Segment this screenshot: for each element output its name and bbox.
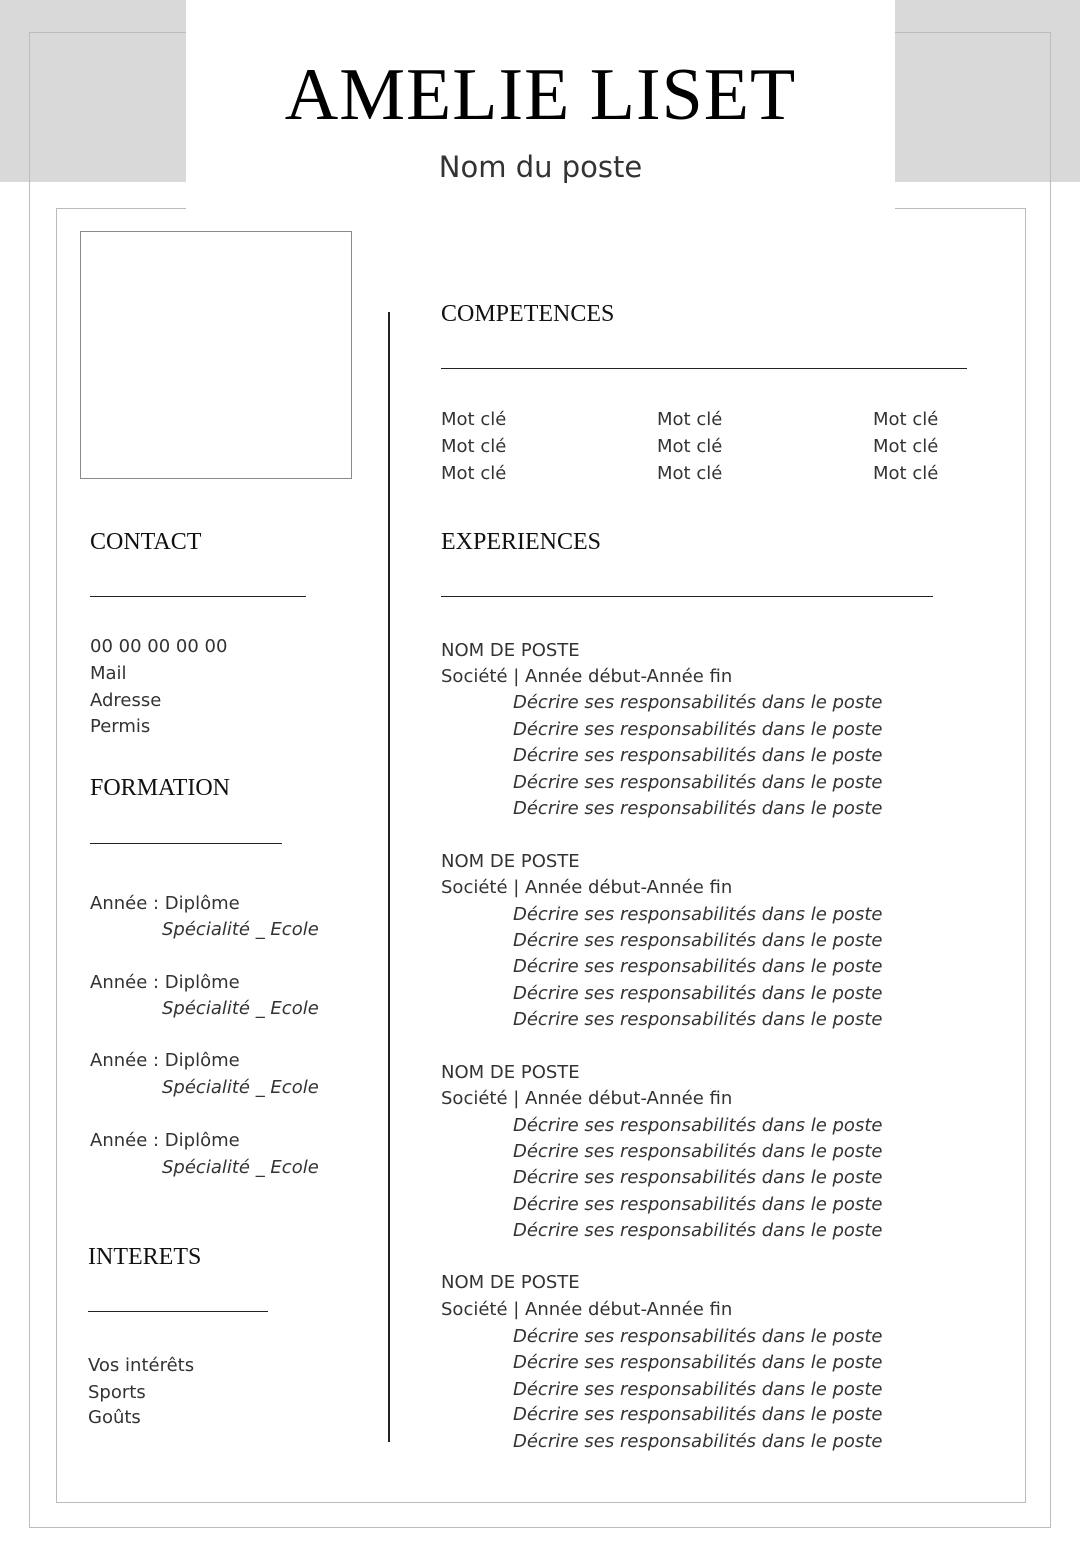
keyword: Mot clé [441, 409, 507, 430]
experience-position: NOM DE POSTE [441, 1062, 580, 1083]
formation-degree: Année : Diplôme [90, 1130, 240, 1151]
interets-rule [88, 1311, 268, 1312]
experience-duty: Décrire ses responsabilités dans le poste [513, 904, 883, 925]
contact-license: Permis [90, 716, 151, 737]
job-title: Nom du poste [438, 150, 643, 184]
candidate-name: AMELIE LISET [284, 54, 797, 136]
experience-duty: Décrire ses responsabilités dans le poste [513, 1115, 883, 1136]
interets-heading: INTERETS [88, 1244, 202, 1270]
experiences-heading: EXPERIENCES [441, 529, 602, 555]
contact-phone: 00 00 00 00 00 [90, 636, 228, 657]
interest-item: Vos intérêts [88, 1355, 195, 1376]
keyword: Mot clé [657, 436, 723, 457]
experience-duty: Décrire ses responsabilités dans le poste [513, 745, 883, 766]
column-divider [388, 312, 390, 1442]
keyword: Mot clé [873, 436, 939, 457]
competences-rule [441, 368, 967, 369]
formation-heading: FORMATION [90, 775, 231, 801]
experience-duty: Décrire ses responsabilités dans le poste [513, 1379, 883, 1400]
experience-position: NOM DE POSTE [441, 640, 580, 661]
formation-degree: Année : Diplôme [90, 1050, 240, 1071]
keyword: Mot clé [873, 463, 939, 484]
experience-company: Société | Année début-Année fin [441, 877, 733, 898]
formation-rule [90, 843, 282, 844]
formation-school: Spécialité _ Ecole [162, 998, 319, 1019]
experience-duty: Décrire ses responsabilités dans le poste [513, 1431, 883, 1452]
experience-duty: Décrire ses responsabilités dans le poste [513, 1404, 883, 1425]
experience-duty: Décrire ses responsabilités dans le poste [513, 1009, 883, 1030]
formation-degree: Année : Diplôme [90, 893, 240, 914]
experience-position: NOM DE POSTE [441, 1272, 580, 1293]
experience-company: Société | Année début-Année fin [441, 1299, 733, 1320]
experiences-rule [441, 596, 933, 597]
keyword: Mot clé [657, 463, 723, 484]
experience-duty: Décrire ses responsabilités dans le poste [513, 1194, 883, 1215]
contact-mail: Mail [90, 663, 127, 684]
experience-position: NOM DE POSTE [441, 851, 580, 872]
interest-item: Goûts [88, 1407, 141, 1428]
keyword: Mot clé [657, 409, 723, 430]
experience-duty: Décrire ses responsabilités dans le poste [513, 772, 883, 793]
contact-rule [90, 596, 306, 597]
experience-duty: Décrire ses responsabilités dans le poste [513, 719, 883, 740]
experience-duty: Décrire ses responsabilités dans le poste [513, 930, 883, 951]
experience-duty: Décrire ses responsabilités dans le poste [513, 1141, 883, 1162]
experience-company: Société | Année début-Année fin [441, 666, 733, 687]
keyword: Mot clé [873, 409, 939, 430]
formation-school: Spécialité _ Ecole [162, 1157, 319, 1178]
interest-item: Sports [88, 1382, 146, 1403]
keyword: Mot clé [441, 463, 507, 484]
experience-duty: Décrire ses responsabilités dans le poste [513, 798, 883, 819]
keyword: Mot clé [441, 436, 507, 457]
contact-heading: CONTACT [90, 529, 202, 555]
experience-duty: Décrire ses responsabilités dans le poste [513, 983, 883, 1004]
formation-school: Spécialité _ Ecole [162, 919, 319, 940]
experience-duty: Décrire ses responsabilités dans le poste [513, 1220, 883, 1241]
photo-placeholder [80, 231, 352, 479]
competences-heading: COMPETENCES [441, 301, 615, 327]
experience-duty: Décrire ses responsabilités dans le poste [513, 1326, 883, 1347]
formation-school: Spécialité _ Ecole [162, 1077, 319, 1098]
experience-duty: Décrire ses responsabilités dans le poste [513, 956, 883, 977]
experience-duty: Décrire ses responsabilités dans le poste [513, 692, 883, 713]
experience-company: Société | Année début-Année fin [441, 1088, 733, 1109]
experience-duty: Décrire ses responsabilités dans le poste [513, 1352, 883, 1373]
formation-degree: Année : Diplôme [90, 972, 240, 993]
experience-duty: Décrire ses responsabilités dans le poste [513, 1167, 883, 1188]
contact-address: Adresse [90, 690, 162, 711]
